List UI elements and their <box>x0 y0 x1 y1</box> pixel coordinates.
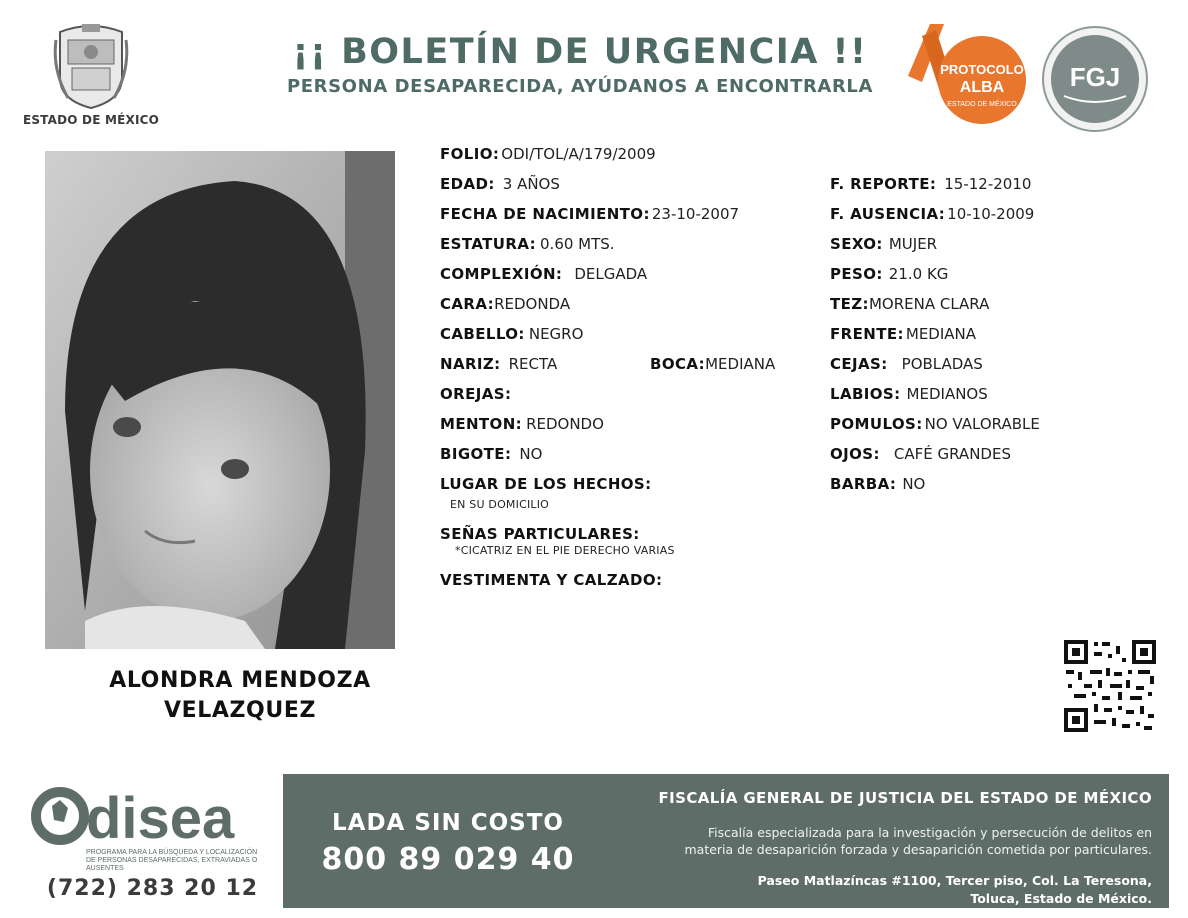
field-f-ausencia <box>830 204 1034 224</box>
field-orejas <box>440 384 515 404</box>
alba-state-text: ESTADO DE MÉXICO <box>947 101 1017 108</box>
field-ojos <box>830 444 1011 464</box>
field-value: NO <box>519 445 543 463</box>
field-label: ESTATURA: <box>440 235 537 253</box>
field-cejas <box>830 354 983 374</box>
field-label: PESO: <box>830 265 883 283</box>
fgj-logo-text: FGJ <box>1069 62 1121 92</box>
field-value: POBLADAS <box>901 355 983 373</box>
fgj-description-line-1: Fiscalía especializada para la investigación y persecución de delitos en <box>707 825 1152 840</box>
fgj-address-line-2: Toluca, Estado de México. <box>970 891 1152 906</box>
field-value: NEGRO <box>528 325 584 343</box>
field-label: COMPLEXIÓN: <box>440 265 563 283</box>
field-label: BOCA: <box>650 355 706 373</box>
lada-phone-number[interactable]: 800 89 029 40 <box>321 842 575 877</box>
qr-code-icon[interactable] <box>1064 640 1156 732</box>
field-value: MEDIANA <box>705 355 776 373</box>
field-label: F. REPORTE: <box>830 175 937 193</box>
field-fecha-nacimiento <box>440 204 739 224</box>
field-label: CABELLO: <box>440 325 525 343</box>
field-edad <box>440 174 560 194</box>
field-label: CARA: <box>440 295 495 313</box>
field-label: FOLIO: <box>440 145 500 163</box>
field-value: MEDIANA <box>905 325 977 343</box>
field-f-reporte <box>830 174 1031 194</box>
field-boca <box>650 354 775 374</box>
field-barba <box>830 474 925 494</box>
field-menton <box>440 414 604 434</box>
field-label: MENTON: <box>440 415 523 433</box>
field-folio <box>440 144 656 164</box>
field-value: ODI/TOL/A/179/2009 <box>501 145 656 163</box>
bulletin-title: ¡¡ BOLETÍN DE URGENCIA !! <box>292 32 868 72</box>
field-senas <box>440 524 640 544</box>
protocolo-alba-logo <box>900 20 1030 132</box>
field-label: BIGOTE: <box>440 445 512 463</box>
field-value: 10-10-2009 <box>947 205 1035 223</box>
field-label: TEZ: <box>830 295 869 313</box>
field-label: POMULOS: <box>830 415 923 433</box>
field-label: NARIZ: <box>440 355 501 373</box>
field-value: MEDIANOS <box>906 385 988 403</box>
field-peso <box>830 264 948 284</box>
field-estatura <box>440 234 615 254</box>
field-label: OJOS: <box>830 445 880 463</box>
field-label: VESTIMENTA Y CALZADO: <box>440 571 663 589</box>
odisea-phone[interactable]: (722) 283 20 12 <box>46 876 259 901</box>
fgj-description <box>600 824 1152 858</box>
field-labios <box>830 384 988 404</box>
estado-de-mexico-emblem <box>52 20 130 110</box>
field-label: CEJAS: <box>830 355 888 373</box>
odisea-logo <box>30 782 275 872</box>
field-sexo <box>830 234 937 254</box>
field-pomulos <box>830 414 1040 434</box>
field-lugar-hechos <box>440 474 652 494</box>
alba-name-text: ALBA <box>959 79 1005 96</box>
field-value: MUJER <box>888 235 938 253</box>
odisea-brand-text: disea <box>86 786 235 851</box>
odisea-tagline-2: DE PERSONAS DESAPARECIDAS, EXTRAVIADAS O <box>86 857 258 864</box>
field-value: 15-12-2010 <box>944 175 1032 193</box>
field-label: LABIOS: <box>830 385 901 403</box>
field-value: DELGADA <box>574 265 648 283</box>
field-value: 23-10-2007 <box>651 205 740 223</box>
field-value: RECTA <box>508 355 558 373</box>
field-value: NO <box>902 475 926 493</box>
person-name-line-2: VELAZQUEZ <box>164 698 316 723</box>
field-label: LUGAR DE LOS HECHOS: <box>440 475 652 493</box>
odisea-tagline-1: PROGRAMA PARA LA BÚSQUEDA Y LOCALIZACIÓN <box>86 849 258 856</box>
missing-person-photo <box>45 151 395 649</box>
field-value: CAFÉ GRANDES <box>893 445 1011 463</box>
fgj-title: FISCALÍA GENERAL DE JUSTICIA DEL ESTADO DE MÉXICO <box>658 789 1152 807</box>
bulletin-subtitle: PERSONA DESAPARECIDA, AYÚDANOS A ENCONTRARLA <box>286 76 874 97</box>
field-label: FECHA DE NACIMIENTO: <box>440 205 650 223</box>
field-value: 21.0 KG <box>888 265 949 283</box>
field-cabello <box>440 324 583 344</box>
fgj-description-line-2: materia de desaparición forzada y desaparición cometida por particulares. <box>684 842 1152 857</box>
field-label: SEXO: <box>830 235 883 253</box>
field-complexion <box>440 264 647 284</box>
field-cara <box>440 294 570 314</box>
field-label: FRENTE: <box>830 325 904 343</box>
field-label: EDAD: <box>440 175 495 193</box>
fgj-logo <box>1040 24 1150 134</box>
field-value: REDONDA <box>494 295 571 313</box>
field-bigote <box>440 444 542 464</box>
field-frente <box>830 324 976 344</box>
person-name-line-1: ALONDRA MENDOZA <box>109 668 371 693</box>
field-value: 0.60 MTS. <box>540 235 615 253</box>
field-label: BARBA: <box>830 475 897 493</box>
field-label: OREJAS: <box>440 385 512 403</box>
fgj-address-line-1: Paseo Matlazíncas #1100, Tercer piso, Col. La Teresona, <box>757 873 1152 888</box>
field-lugar-hechos-value: EN SU DOMICILIO <box>450 498 550 511</box>
field-nariz <box>440 354 557 374</box>
field-value: MORENA CLARA <box>868 295 990 313</box>
fgj-address <box>600 872 1152 908</box>
alba-protocolo-text: PROTOCOLO <box>940 62 1024 77</box>
field-senas-value: *CICATRIZ EN EL PIE DERECHO VARIAS <box>455 544 675 557</box>
field-value: NO VALORABLE <box>924 415 1040 433</box>
lada-sin-costo-label: LADA SIN COSTO <box>332 810 564 836</box>
estado-de-mexico-label: ESTADO DE MÉXICO <box>22 113 160 127</box>
field-label: SEÑAS PARTICULARES: <box>440 525 640 543</box>
field-value: 3 AÑOS <box>502 175 560 193</box>
field-vestimenta <box>440 570 666 590</box>
field-tez <box>830 294 989 314</box>
person-name <box>60 666 420 726</box>
odisea-tagline-3: AUSENTES <box>86 865 124 872</box>
field-label: F. AUSENCIA: <box>830 205 946 223</box>
field-value: REDONDO <box>526 415 604 433</box>
